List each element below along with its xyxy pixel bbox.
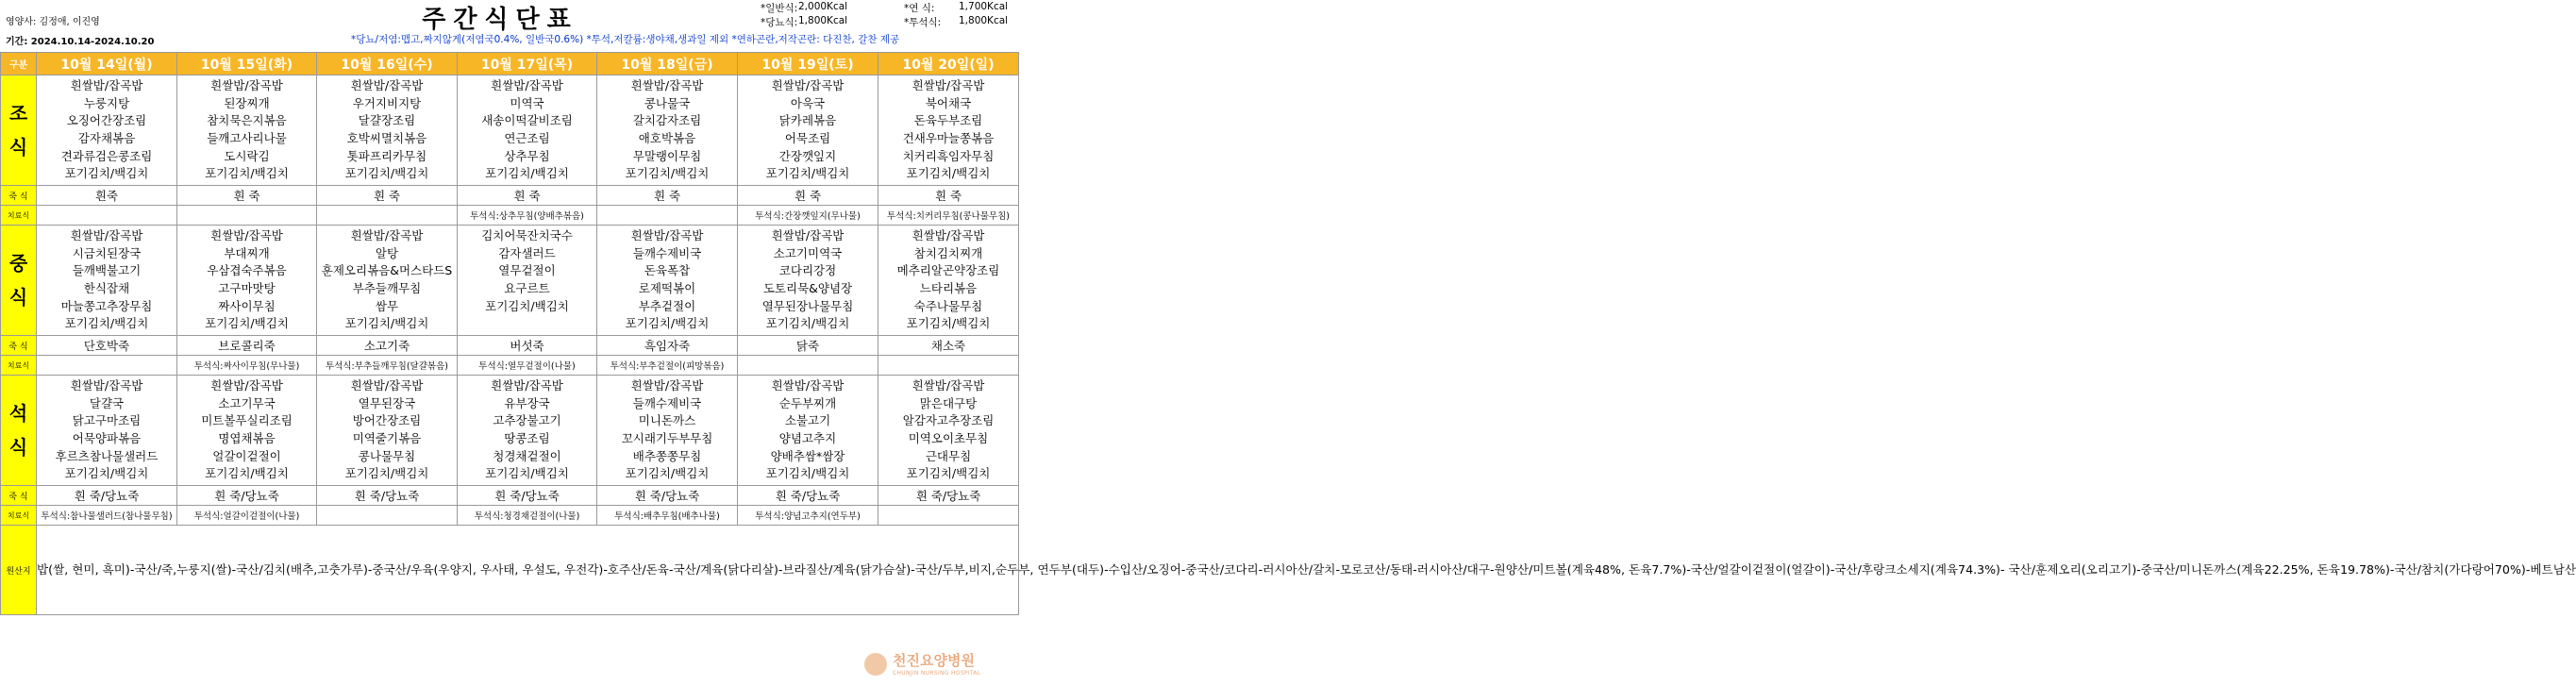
menu-item: 포기김치/백김치	[344, 316, 429, 331]
page-title: 주간식단표	[422, 6, 578, 34]
menu-item: 청경채겉절이	[493, 448, 561, 463]
menu-item: 미역국	[510, 95, 544, 110]
hospital-logo	[864, 649, 1011, 685]
menu-cell	[177, 376, 317, 486]
menu-item: 갈치감자조림	[632, 113, 702, 128]
juk-label: 죽 식	[1, 486, 37, 506]
menu-item: 북어채국	[925, 95, 972, 110]
treatment-cell	[738, 356, 878, 376]
juk-cell: 버섯죽	[458, 336, 597, 356]
menu-item: 상추무침	[504, 148, 550, 163]
treatment-cell: 투석식:청경채겉절이(나물)	[458, 506, 597, 526]
day-header: 10월 17일(목)	[458, 53, 597, 75]
page-header	[0, 0, 1018, 52]
menu-item: 양배추쌈*쌈장	[770, 448, 845, 463]
juk-cell: 닭죽	[738, 336, 878, 356]
menu-cell	[458, 75, 597, 186]
treatment-cell: 투석식:양념고추지(연두부)	[738, 506, 878, 526]
menu-item: 미역줄기볶음	[352, 431, 422, 445]
tree-logo-icon	[864, 653, 887, 676]
menu-item: 미트볼푸실리조림	[201, 413, 293, 428]
treatment-cell	[317, 506, 458, 526]
juk-cell: 흰 죽/당뇨죽	[458, 486, 597, 506]
menu-item: 양념고추지	[778, 431, 837, 445]
menu-item: 아욱국	[790, 95, 826, 110]
menu-cell	[878, 376, 1019, 486]
menu-item: 참치묵은지볶음	[207, 113, 287, 128]
juk-cell: 흰 죽/당뇨죽	[878, 486, 1019, 506]
menu-item: 호박씨멸치볶음	[346, 131, 427, 145]
menu-item: 흰쌀밥/잡곡밥	[210, 228, 283, 243]
menu-item: 소고기무국	[218, 395, 276, 410]
menu-item: 콩나물국	[644, 95, 691, 110]
menu-item: 포기김치/백김치	[906, 466, 991, 481]
menu-cell	[597, 376, 738, 486]
meal-label	[1, 226, 37, 336]
juk-cell: 흰 죽	[597, 186, 738, 206]
menu-item: 얼갈이겉절이	[212, 448, 281, 463]
menu-item: 도시락김	[224, 148, 270, 163]
menu-item: 미역오이초무침	[908, 431, 989, 445]
menu-item: 포기김치/백김치	[625, 316, 710, 331]
menu-item: 방어간장조림	[352, 413, 422, 428]
kcal-label: *연 식:	[904, 3, 935, 14]
kcal-label: *투석식:	[904, 17, 942, 28]
juk-cell: 흰 죽	[878, 186, 1019, 206]
juk-row	[1, 336, 1019, 356]
juk-cell: 소고기죽	[317, 336, 458, 356]
menu-cell	[317, 376, 458, 486]
menu-item: 포기김치/백김치	[205, 466, 289, 481]
menu-item: 무말랭이무침	[632, 148, 702, 163]
menu-item: 견과류검은콩조림	[60, 148, 153, 163]
menu-item: 간장깻잎지	[778, 148, 837, 163]
menu-item: 꼬시래기두부무침	[621, 431, 713, 445]
corner-label: 구분	[1, 53, 37, 75]
day-header: 10월 15일(화)	[177, 53, 317, 75]
menu-item: 흰쌀밥/잡곡밥	[350, 228, 424, 243]
menu-item: 닭고구마조림	[72, 413, 142, 428]
treatment-cell	[878, 506, 1019, 526]
menu-item: 포기김치/백김치	[344, 466, 429, 481]
menu-item: 요구르트	[504, 281, 550, 295]
menu-item: 흰쌀밥/잡곡밥	[491, 78, 563, 93]
menu-item: 감자샐러드	[498, 245, 556, 260]
juk-cell: 흰 죽/당뇨죽	[177, 486, 317, 506]
juk-cell: 채소죽	[878, 336, 1019, 356]
menu-cell	[597, 75, 738, 186]
menu-item: 포기김치/백김치	[64, 166, 149, 181]
origin-label: 원산지	[1, 526, 37, 615]
logo-name: 천진요양병원	[893, 652, 975, 669]
kcal-value: 1,800Kcal	[798, 15, 848, 26]
juk-label: 죽 식	[1, 336, 37, 356]
menu-item: 포기김치/백김치	[64, 316, 149, 331]
juk-cell: 브로콜리죽	[177, 336, 317, 356]
menu-item: 명엽채볶음	[218, 431, 276, 445]
menu-item: 흰쌀밥/잡곡밥	[630, 78, 704, 93]
juk-cell: 흰 죽	[177, 186, 317, 206]
menu-item: 달걀장조림	[358, 113, 416, 128]
menu-item: 달걀국	[89, 395, 125, 410]
day-header: 10월 19일(토)	[738, 53, 878, 75]
menu-item: 흰쌀밥/잡곡밥	[70, 78, 143, 93]
treatment-cell: 투석식:간장깻잎지(무나물)	[738, 206, 878, 226]
meal-label	[1, 376, 37, 486]
menu-item: 마늘쫑고추장무침	[60, 298, 153, 313]
menu-item: 포기김치/백김치	[344, 166, 429, 181]
menu-item: 근대무침	[925, 448, 972, 463]
menu-item: 돈육폭찹	[644, 263, 691, 278]
menu-item: 누룽지탕	[83, 95, 130, 110]
treatment-cell: 투석식:치커리무침(콩나물무침)	[878, 206, 1019, 226]
menu-item: 치커리흑임자무침	[902, 148, 995, 163]
menu-item: 들깨수제비국	[632, 245, 702, 260]
menu-item: 건새우마늘쫑볶음	[902, 131, 995, 145]
menu-item: 콩나물무침	[358, 448, 416, 463]
menu-item: 느타리볶음	[919, 281, 978, 295]
treatment-cell: 투석식:상추무침(양배추볶음)	[458, 206, 597, 226]
menu-cell	[317, 75, 458, 186]
juk-cell: 흰 죽/당뇨죽	[37, 486, 177, 506]
menu-item: 참치김치찌개	[913, 245, 983, 260]
menu-item: 흰쌀밥/잡곡밥	[70, 228, 143, 243]
menu-item: 고추장불고기	[493, 413, 561, 428]
menu-item: 톳파프리카무침	[346, 148, 427, 163]
menu-item: 포기김치/백김치	[906, 166, 991, 181]
treatment-cell: 투석식:부추들깨무침(달걀볶음)	[317, 356, 458, 376]
menu-item: 포기김치/백김치	[765, 316, 850, 331]
menu-cell	[458, 226, 597, 336]
juk-cell: 흰 죽/당뇨죽	[317, 486, 458, 506]
treatment-cell: 투석식:참나물샐러드(참나물무침)	[37, 506, 177, 526]
menu-item: 열무된장국	[358, 395, 416, 410]
menu-item: 흰쌀밥/잡곡밥	[912, 78, 985, 93]
menu-item: 쌈무	[375, 298, 399, 313]
diet-notes: *당뇨/저염:맵고,짜지않게(저염국0.4%, 일반국0.6%) *투석,저칼륨:생야채,생과일 제외 *연하곤란,저작곤란: 다진찬, 갈찬 제공	[351, 34, 900, 45]
menu-item: 포기김치/백김치	[485, 466, 569, 481]
day-header: 10월 18일(금)	[597, 53, 738, 75]
menu-cell	[37, 75, 177, 186]
meal-label	[1, 75, 37, 186]
treatment-label: 치료식	[1, 206, 37, 226]
menu-item: 우거지비지탕	[352, 95, 422, 110]
menu-item: 어묵양파볶음	[72, 431, 142, 445]
juk-cell: 흑임자죽	[597, 336, 738, 356]
menu-item: 열무겉절이	[498, 263, 556, 278]
day-header: 10월 16일(수)	[317, 53, 458, 75]
menu-item: 부대찌개	[224, 245, 270, 260]
menu-cell	[738, 376, 878, 486]
day-header: 10월 20일(일)	[878, 53, 1019, 75]
menu-item: 흰쌀밥/잡곡밥	[771, 228, 845, 243]
meal-label-char: 중	[8, 252, 28, 275]
kcal-value: 1,800Kcal	[959, 15, 1009, 26]
menu-item: 닭카레볶음	[778, 113, 837, 128]
juk-cell: 흰 죽/당뇨죽	[597, 486, 738, 506]
menu-item: 김치어묵잔치국수	[481, 228, 573, 243]
menu-item: 들깨수제비국	[632, 395, 702, 410]
menu-cell	[177, 226, 317, 336]
menu-item: 땅콩조림	[504, 431, 550, 445]
menu-item: 유부장국	[504, 395, 550, 410]
menu-item: 포기김치/백김치	[906, 316, 991, 331]
treatment-row	[1, 206, 1019, 226]
menu-item: 부추겉절이	[638, 298, 696, 313]
menu-item: 들깨백불고기	[72, 263, 142, 278]
juk-cell: 흰 죽/당뇨죽	[738, 486, 878, 506]
treatment-row	[1, 506, 1019, 526]
menu-item: 흰쌀밥/잡곡밥	[912, 378, 985, 393]
day-header-row	[1, 53, 1019, 75]
menu-item	[458, 315, 596, 333]
meal-label-char: 식	[8, 286, 28, 309]
treatment-cell: 투석식:짜사이무침(무나물)	[177, 356, 317, 376]
menu-item: 포기김치/백김치	[485, 298, 569, 313]
meal-menu-row	[1, 226, 1019, 336]
period-text: 기간: 2024.10.14-2024.10.20	[6, 37, 155, 47]
menu-cell	[177, 75, 317, 186]
menu-item: 고구마맛탕	[218, 281, 276, 295]
menu-cell	[878, 75, 1019, 186]
weekly-menu-table	[0, 52, 2576, 615]
menu-item: 메추리알곤약장조림	[896, 263, 1000, 278]
juk-label: 죽 식	[1, 186, 37, 206]
kcal-value: 1,700Kcal	[959, 1, 1009, 12]
menu-item: 새송이떡갈비조림	[481, 113, 573, 128]
menu-cell	[738, 75, 878, 186]
meal-label-char: 식	[8, 436, 28, 459]
menu-item: 흰쌀밥/잡곡밥	[630, 228, 704, 243]
menu-item: 시금치된장국	[72, 245, 142, 260]
kcal-label: *일반식:	[761, 3, 798, 14]
menu-cell	[317, 226, 458, 336]
meal-label-char: 석	[8, 402, 28, 425]
menu-item: 된장찌개	[224, 95, 270, 110]
juk-cell: 흰죽	[37, 186, 177, 206]
origin-text: 밥(쌀, 현미, 흑미)-국산/죽,누룽지(쌀)-국산/김치(배추,고춧가루)-중국산/우육(우양지, 우사태, 우설도, 우전각)-호주산/돈육-국산/계육(닭다리살)-브라질산/계육(닭가슴살)-국산/두부,비지,순두부, 연두부(대두)-수입산/오징어-중국산/코다리-러시아산/갈치-모로코산/동태-러시아산/대구-원양산/미트볼(계육48%, 돈육7.7%)-국산/얼갈이겉절이(얼갈이)-국산/후랑크소세지(계육74.3%)- 국산/훈제오리(오리고기)-중국산/미니돈까스(계육22.25%, 돈육19.78%)-국산/참치(가다랑어70%)-베트남산	[37, 526, 1019, 615]
menu-item: 부추들깨무침	[352, 281, 422, 295]
juk-cell: 흰 죽	[458, 186, 597, 206]
menu-item: 후르츠참나물샐러드	[55, 448, 159, 463]
menu-cell	[738, 226, 878, 336]
menu-item: 돈육두부조림	[913, 113, 983, 128]
menu-item: 들깨고사리나물	[207, 131, 287, 145]
menu-item: 포기김치/백김치	[625, 166, 710, 181]
treatment-label: 치료식	[1, 356, 37, 376]
origin-row	[1, 526, 1019, 615]
juk-row	[1, 486, 1019, 506]
menu-item: 흰쌀밥/잡곡밥	[771, 78, 845, 93]
menu-item: 포기김치/백김치	[625, 466, 710, 481]
menu-item: 우삼겹숙주볶음	[207, 263, 287, 278]
menu-item: 포기김치/백김치	[205, 316, 289, 331]
menu-item: 코다리강정	[778, 263, 837, 278]
menu-item: 흰쌀밥/잡곡밥	[630, 378, 704, 393]
treatment-cell	[317, 206, 458, 226]
menu-item: 어묵조림	[784, 131, 831, 145]
menu-item: 흰쌀밥/잡곡밥	[491, 378, 563, 393]
treatment-cell	[597, 206, 738, 226]
meal-menu-row	[1, 75, 1019, 186]
day-header: 10월 14일(월)	[37, 53, 177, 75]
treatment-label: 치료식	[1, 506, 37, 526]
juk-cell: 흰 죽	[738, 186, 878, 206]
treatment-cell: 투석식:얼갈이겉절이(나물)	[177, 506, 317, 526]
menu-item: 흰쌀밥/잡곡밥	[210, 78, 283, 93]
treatment-cell: 투석식:배추무침(배추나물)	[597, 506, 738, 526]
kcal-value: 2,000Kcal	[798, 1, 848, 12]
menu-item: 흰쌀밥/잡곡밥	[771, 378, 845, 393]
menu-cell	[458, 376, 597, 486]
kcal-label: *당뇨식:	[761, 17, 798, 28]
menu-item: 로제떡볶이	[638, 281, 696, 295]
menu-item: 한식잡채	[83, 281, 130, 295]
treatment-cell	[878, 356, 1019, 376]
menu-item: 알탕	[375, 245, 399, 260]
juk-row	[1, 186, 1019, 206]
menu-item: 오징어간장조림	[66, 113, 147, 128]
menu-item: 연근조림	[504, 131, 550, 145]
menu-item: 배추쫑쫑무침	[632, 448, 702, 463]
menu-item: 알감자고추장조림	[902, 413, 995, 428]
menu-item: 훈제오리볶음&머스타드S	[321, 263, 453, 278]
menu-cell	[37, 226, 177, 336]
menu-item: 포기김치/백김치	[205, 166, 289, 181]
menu-item: 흰쌀밥/잡곡밥	[350, 78, 424, 93]
menu-item: 미니돈까스	[638, 413, 696, 428]
meal-label-char: 식	[8, 136, 28, 159]
juk-cell: 흰 죽	[317, 186, 458, 206]
treatment-cell	[177, 206, 317, 226]
menu-item: 흰쌀밥/잡곡밥	[912, 228, 985, 243]
menu-item: 흰쌀밥/잡곡밥	[210, 378, 283, 393]
menu-item: 맑은대구탕	[919, 395, 978, 410]
menu-item: 감자채볶음	[77, 131, 136, 145]
treatment-cell	[37, 206, 177, 226]
menu-item: 소고기미역국	[773, 245, 843, 260]
menu-item: 애호박볶음	[638, 131, 696, 145]
treatment-cell: 투석식:부추겉절이(피망볶음)	[597, 356, 738, 376]
treatment-cell	[37, 356, 177, 376]
menu-item: 도토리묵&양념장	[762, 281, 853, 295]
menu-item: 포기김치/백김치	[64, 466, 149, 481]
menu-item: 소불고기	[784, 413, 831, 428]
menu-cell	[37, 376, 177, 486]
menu-item: 순두부찌개	[778, 395, 837, 410]
logo-subtitle: CHUNJIN NURSING HOSPITAL	[893, 670, 981, 677]
menu-item: 숙주나물무침	[913, 298, 983, 313]
menu-item: 짜사이무침	[218, 298, 276, 313]
meal-label-char: 조	[8, 102, 28, 125]
menu-item: 흰쌀밥/잡곡밥	[70, 378, 143, 393]
menu-cell	[878, 226, 1019, 336]
dietitian-names: 영양사: 김정애, 이진영	[6, 17, 100, 27]
menu-item: 열무된장나물무침	[761, 298, 854, 313]
treatment-cell: 투석식:열무겉절이(나물)	[458, 356, 597, 376]
menu-item: 포기김치/백김치	[765, 166, 850, 181]
menu-item: 흰쌀밥/잡곡밥	[350, 378, 424, 393]
menu-cell	[597, 226, 738, 336]
juk-cell: 단호박죽	[37, 336, 177, 356]
menu-item: 포기김치/백김치	[765, 466, 850, 481]
menu-item: 포기김치/백김치	[485, 166, 569, 181]
treatment-row	[1, 356, 1019, 376]
meal-menu-row	[1, 376, 1019, 486]
